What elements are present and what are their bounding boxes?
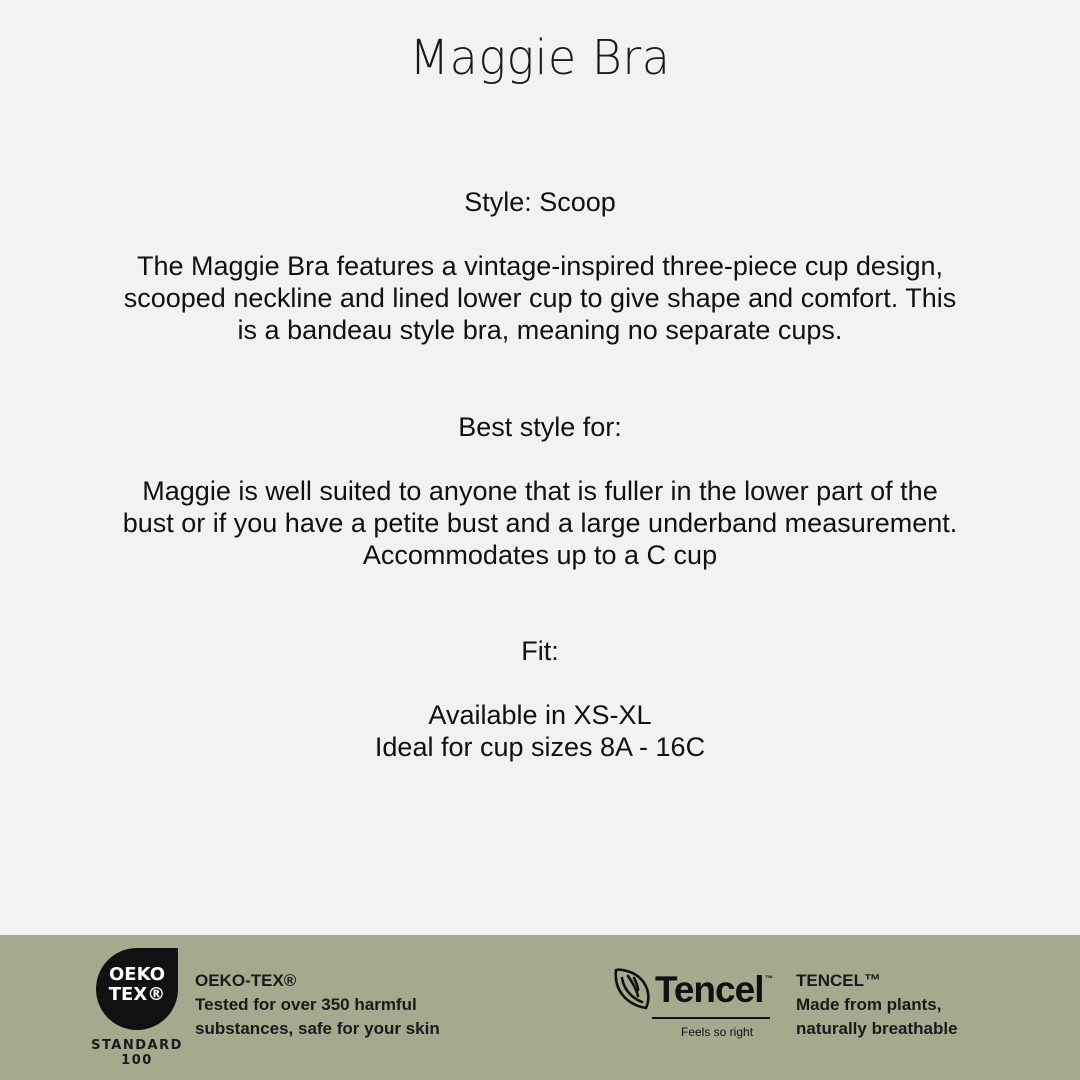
- oeko-tex-title: OEKO-TEX®: [195, 971, 297, 990]
- oeko-logo-text: TEX®: [108, 984, 166, 1005]
- style-description-line: scooped neckline and lined lower cup to give shape and comfort. This: [123, 283, 957, 313]
- fit-line: Ideal for cup sizes 8A - 16C: [374, 732, 706, 762]
- oeko-standard-label: [86, 1038, 188, 1068]
- tencel-tagline: Feels so right: [681, 1025, 754, 1039]
- oeko-logo-text: OEKO: [108, 964, 166, 985]
- tencel-title: TENCEL™: [796, 971, 881, 990]
- oeko-tex-line: substances, safe for your skin: [195, 1019, 440, 1038]
- tencel-info: [796, 969, 958, 1041]
- best-style-line: Maggie is well suited to anyone that is fuller in the lower part of the: [142, 476, 938, 506]
- style-description-line: is a bandeau style bra, meaning no separate cups.: [237, 315, 843, 345]
- oeko-standard-line: STANDARD: [91, 1038, 183, 1053]
- oeko-tex-info: [195, 969, 440, 1041]
- style-label: Style: Scoop: [464, 187, 616, 217]
- fit-line: Available in XS-XL: [428, 700, 652, 730]
- best-style-line: bust or if you have a petite bust and a large underband measurement.: [122, 508, 958, 538]
- oeko-tex-logo: [96, 948, 178, 1030]
- best-style-heading: Best style for:: [458, 412, 622, 442]
- tencel-logo-underline: [652, 1017, 770, 1019]
- oeko-standard-number: 100: [121, 1053, 153, 1068]
- style-description-line: The Maggie Bra features a vintage-inspired three-piece cup design,: [137, 251, 943, 281]
- best-style-line: Accommodates up to a C cup: [362, 540, 718, 570]
- tencel-line: naturally breathable: [796, 1019, 958, 1038]
- product-description: [70, 186, 1010, 763]
- fit-heading: Fit:: [521, 636, 559, 666]
- tencel-line: Made from plants,: [796, 995, 942, 1014]
- tencel-logo-word: Tencel: [655, 969, 764, 1010]
- tencel-logo-tm: ™: [765, 974, 773, 983]
- oeko-tex-line: Tested for over 350 harmful: [195, 995, 417, 1014]
- product-title: Maggie Bra: [409, 28, 671, 86]
